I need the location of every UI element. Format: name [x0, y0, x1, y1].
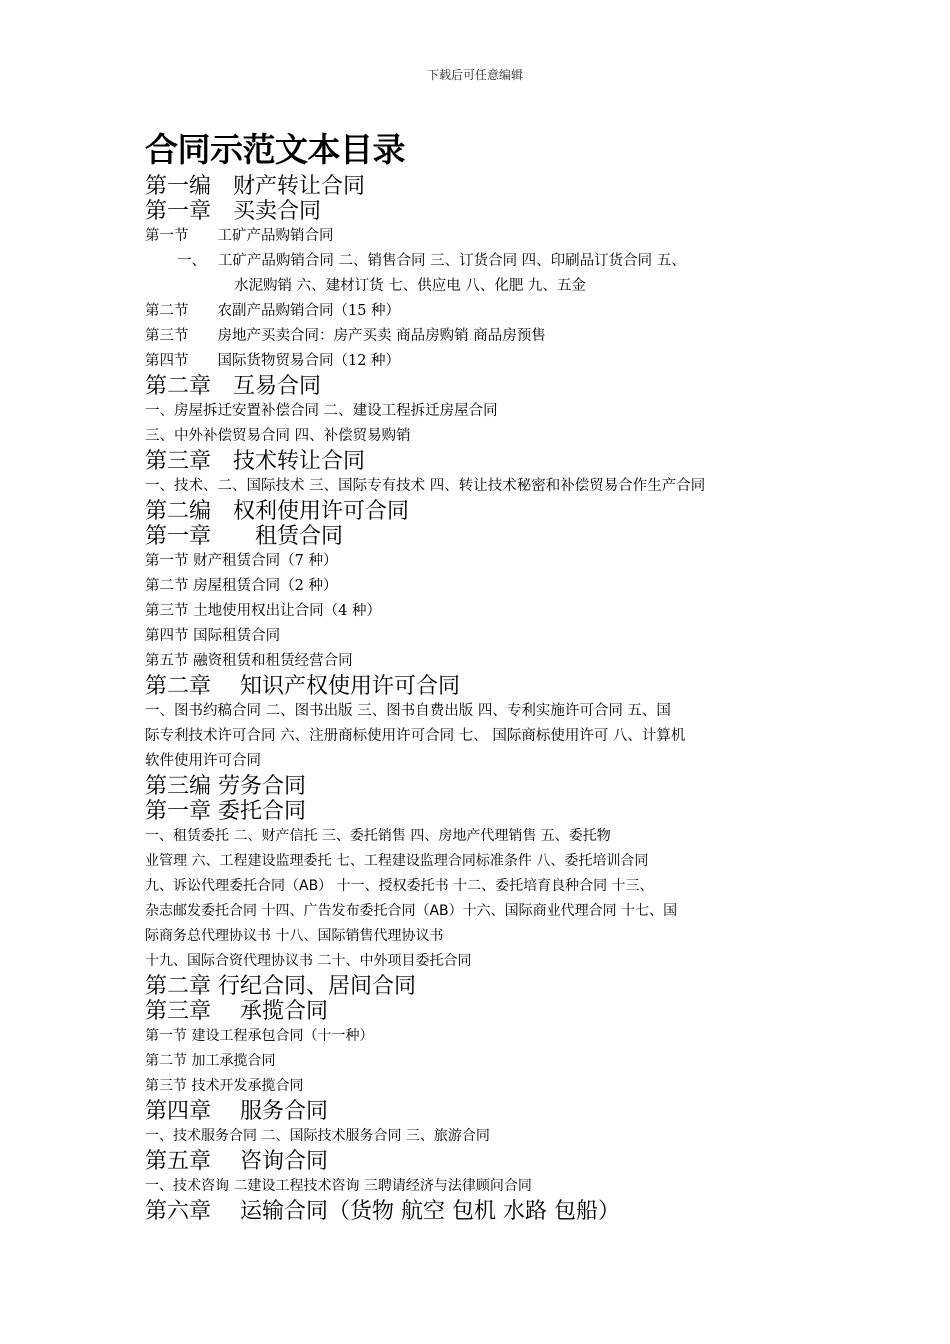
toc-entry: 十九、国际合资代理协议书 二十、中外项目委托合同 — [145, 953, 472, 969]
toc-heading: 第一章 买卖合同 — [145, 199, 322, 224]
toc-heading: 第二章 知识产权使用许可合同 — [145, 674, 460, 699]
toc-entry: 水泥购销 六、建材订货 七、供应电 八、化肥 九、五金 — [234, 278, 586, 294]
toc-entry: 第三节 土地使用权出让合同（4 种） — [145, 603, 381, 619]
toc-entry: 业管理 六、工程建设监理委托 七、工程建设监理合同标准条件 八、委托培训合同 — [145, 853, 649, 869]
toc-heading: 第二章 互易合同 — [145, 374, 322, 399]
toc-entry: 际商务总代理协议书 十八、国际销售代理协议书 — [145, 928, 444, 944]
toc-entry: 第四节 国际货物贸易合同（12 种） — [145, 353, 401, 369]
toc-entry: 第二节 农副产品购销合同（15 种） — [145, 303, 401, 319]
toc-entry: 际专利技术许可合同 六、注册商标使用许可合同 七、 国际商标使用许可 八、计算机 — [145, 728, 686, 744]
toc-entry: 三、中外补偿贸易合同 四、补偿贸易购销 — [145, 428, 411, 444]
toc-heading: 第一编 财产转让合同 — [145, 174, 366, 199]
toc-list — [145, 174, 815, 1224]
toc-entry: 一、房屋拆迁安置补偿合同 二、建设工程拆迁房屋合同 — [145, 403, 498, 419]
toc-entry: 第一节 建设工程承包合同（十一种） — [145, 1028, 374, 1044]
toc-heading: 第五章 咨询合同 — [145, 1149, 328, 1174]
toc-entry: 第二节 加工承揽合同 — [145, 1053, 276, 1069]
toc-heading: 第四章 服务合同 — [145, 1099, 328, 1124]
toc-entry: 第五节 融资租赁和租赁经营合同 — [145, 653, 353, 669]
document-title: 合同示范文本目录 — [145, 130, 405, 169]
toc-heading: 第六章 运输合同（货物 航空 包机 水路 包船） — [145, 1199, 620, 1224]
toc-heading: 第二章 行纪合同、居间合同 — [145, 974, 416, 999]
toc-entry: 软件使用许可合同 — [145, 753, 261, 769]
toc-entry: 第一节 工矿产品购销合同 — [145, 228, 334, 244]
toc-heading: 第三章 技术转让合同 — [145, 449, 366, 474]
toc-heading: 第一章 委托合同 — [145, 799, 306, 824]
toc-heading: 第三编 劳务合同 — [145, 774, 306, 799]
toc-entry: 第二节 房屋租赁合同（2 种） — [145, 578, 338, 594]
toc-entry: 九、诉讼代理委托合同（AB） 十一、授权委托书 十二、委托培育良种合同 十三、 — [145, 878, 654, 894]
document-content — [145, 128, 815, 1224]
toc-entry: 一、 工矿产品购销合同 二、销售合同 三、订货合同 四、印刷品订货合同 五、 — [177, 253, 686, 269]
toc-entry: 一、技术咨询 二建设工程技术咨询 三聘请经济与法律顾问合同 — [145, 1178, 532, 1194]
toc-entry: 第四节 国际租赁合同 — [145, 628, 281, 644]
toc-entry: 一、技术服务合同 二、国际技术服务合同 三、旅游合同 — [145, 1128, 490, 1144]
toc-entry: 一、租赁委托 二、财产信托 三、委托销售 四、房地产代理销售 五、委托物 — [145, 828, 611, 844]
toc-heading: 第一章 租赁合同 — [145, 524, 344, 549]
toc-entry: 一、图书约稿合同 二、图书出版 三、图书自费出版 四、专利实施许可合同 五、国 — [145, 703, 671, 719]
toc-entry: 第三节 技术开发承揽合同 — [145, 1078, 304, 1094]
toc-entry: 杂志邮发委托合同 十四、广告发布委托合同（AB）十六、国际商业代理合同 十七、国 — [145, 903, 678, 919]
toc-entry: 第三节 房地产买卖合同：房产买卖 商品房购销 商品房预售 — [145, 328, 546, 344]
toc-heading: 第三章 承揽合同 — [145, 999, 328, 1024]
toc-entry: 一、技术、二、国际技术 三、国际专有技术 四、转让技术秘密和补偿贸易合作生产合同 — [145, 478, 706, 494]
page-header: 下载后可任意编辑 — [426, 68, 523, 82]
toc-heading: 第二编 权利使用许可合同 — [145, 499, 410, 524]
toc-entry: 第一节 财产租赁合同（7 种） — [145, 553, 338, 569]
